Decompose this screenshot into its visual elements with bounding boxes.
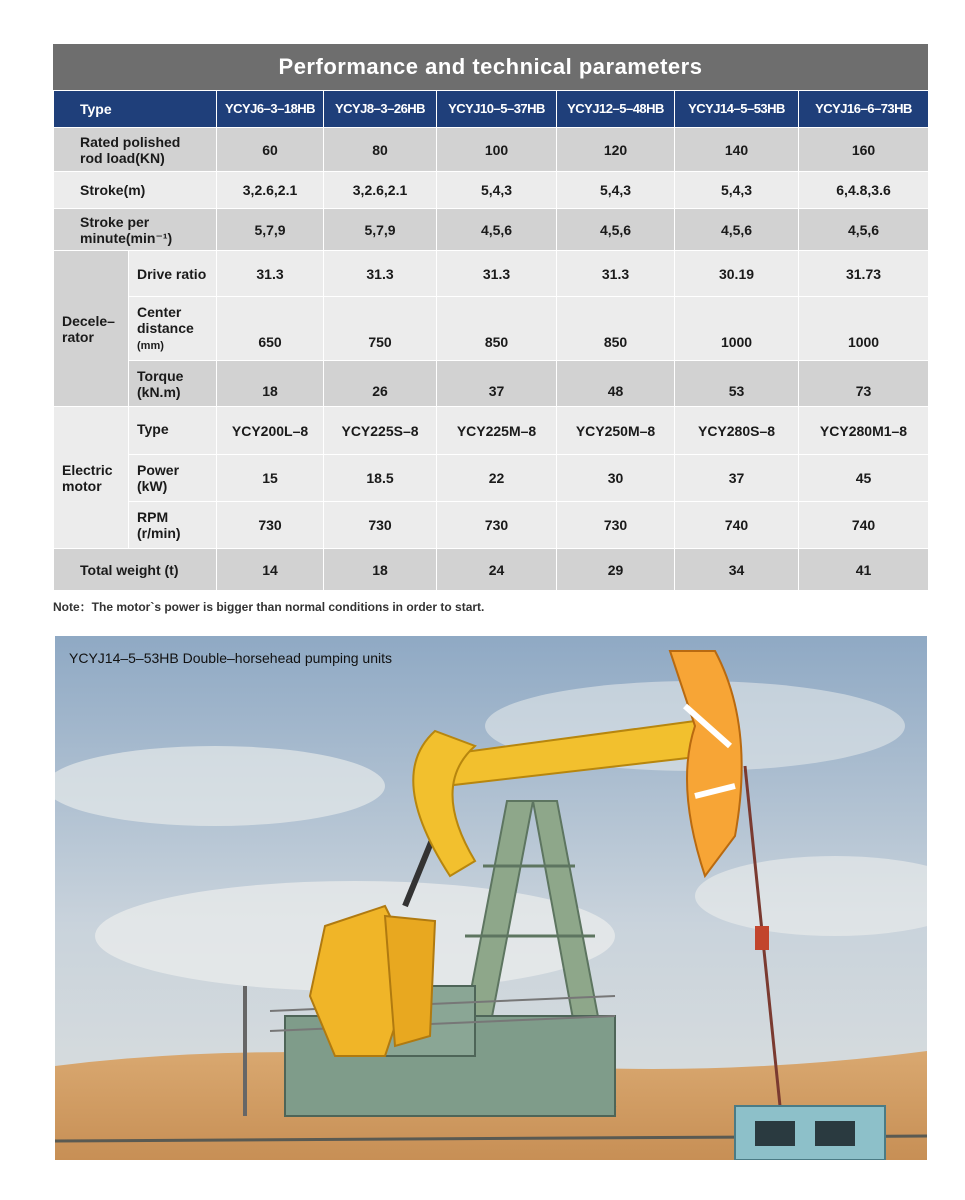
- row-motor-rpm: [54, 502, 929, 549]
- cell: 5,4,3: [557, 172, 675, 209]
- cell: 30: [557, 455, 675, 502]
- cell: 31.73: [799, 251, 929, 297]
- cell: 31.3: [217, 251, 324, 297]
- cell: 650: [217, 297, 324, 361]
- cell: 5,7,9: [217, 209, 324, 251]
- cell: 30.19: [675, 251, 799, 297]
- cell: 850: [437, 297, 557, 361]
- row-label: Drive ratio: [129, 251, 217, 297]
- cell: 60: [217, 128, 324, 172]
- header-model: YCYJ8–3–26HB: [324, 91, 437, 128]
- row-label: Power (kW): [129, 455, 217, 502]
- row-stroke: [54, 172, 929, 209]
- cell: 31.3: [437, 251, 557, 297]
- cell: YCY250M–8: [557, 407, 675, 455]
- header-model: YCYJ16–6–73HB: [799, 91, 929, 128]
- pumping-unit-photo: [55, 636, 927, 1160]
- header-row: [54, 91, 929, 128]
- row-motor-type: [54, 407, 929, 455]
- cell: 34: [675, 549, 799, 591]
- cell: 26: [324, 361, 437, 407]
- cell: 29: [557, 549, 675, 591]
- cell: 22: [437, 455, 557, 502]
- row-label: Stroke(m): [54, 172, 217, 209]
- cell: 24: [437, 549, 557, 591]
- cell: 18.5: [324, 455, 437, 502]
- cell: 740: [675, 502, 799, 549]
- cell: 750: [324, 297, 437, 361]
- cell: 730: [557, 502, 675, 549]
- row-center-distance: [54, 297, 929, 361]
- cell: 5,7,9: [324, 209, 437, 251]
- header-model: YCYJ12–5–48HB: [557, 91, 675, 128]
- cell: 850: [557, 297, 675, 361]
- cell: 1000: [675, 297, 799, 361]
- photo-caption: YCYJ14–5–53HB Double–horsehead pumping units: [69, 650, 392, 666]
- cell: 14: [217, 549, 324, 591]
- group-label-electric-motor: Electric motor: [54, 407, 129, 549]
- cell: 48: [557, 361, 675, 407]
- header-type-label: Type: [54, 91, 217, 128]
- cell: 31.3: [557, 251, 675, 297]
- cell: 4,5,6: [799, 209, 929, 251]
- cell: YCY225S–8: [324, 407, 437, 455]
- page-title: Performance and technical parameters: [53, 44, 928, 90]
- cell: 5,4,3: [675, 172, 799, 209]
- row-label: Type: [129, 407, 217, 455]
- cell: 6,4.8,3.6: [799, 172, 929, 209]
- cell: 4,5,6: [437, 209, 557, 251]
- cell: 5,4,3: [437, 172, 557, 209]
- cell: 3,2.6,2.1: [324, 172, 437, 209]
- header-model: YCYJ14–5–53HB: [675, 91, 799, 128]
- cell: 53: [675, 361, 799, 407]
- cell: 730: [217, 502, 324, 549]
- row-label: Rated polished rod load(KN): [54, 128, 217, 172]
- cell: YCY225M–8: [437, 407, 557, 455]
- cell: 18: [324, 549, 437, 591]
- cell: 1000: [799, 297, 929, 361]
- cell: 15: [217, 455, 324, 502]
- row-label: Center distance (mm): [129, 297, 217, 361]
- cell: 4,5,6: [557, 209, 675, 251]
- cell: 80: [324, 128, 437, 172]
- row-label: Torque (kN.m): [129, 361, 217, 407]
- cell: YCY200L–8: [217, 407, 324, 455]
- row-drive-ratio: [54, 251, 929, 297]
- cell: 41: [799, 549, 929, 591]
- cell: 100: [437, 128, 557, 172]
- cell: 730: [324, 502, 437, 549]
- cell: YCY280S–8: [675, 407, 799, 455]
- row-label: RPM (r/min): [129, 502, 217, 549]
- cell: 120: [557, 128, 675, 172]
- cell: 45: [799, 455, 929, 502]
- cell: 37: [437, 361, 557, 407]
- cell: 3,2.6,2.1: [217, 172, 324, 209]
- row-label: Stroke per minute(min⁻¹): [54, 209, 217, 251]
- cell: 160: [799, 128, 929, 172]
- cell: 73: [799, 361, 929, 407]
- cell: 730: [437, 502, 557, 549]
- row-label: Total weight (t): [54, 549, 217, 591]
- footnote: Note：The motor`s power is bigger than normal conditions in order to start.: [53, 600, 485, 614]
- row-torque: [54, 361, 929, 407]
- row-stroke-per-minute: [54, 209, 929, 251]
- row-motor-power: [54, 455, 929, 502]
- pumping-unit-illustration: [55, 636, 927, 1160]
- cell: 4,5,6: [675, 209, 799, 251]
- cell: 18: [217, 361, 324, 407]
- cell: 37: [675, 455, 799, 502]
- parameters-table: [53, 90, 929, 591]
- header-model: YCYJ6–3–18HB: [217, 91, 324, 128]
- row-rated-load: [54, 128, 929, 172]
- header-model: YCYJ10–5–37HB: [437, 91, 557, 128]
- cell: YCY280M1–8: [799, 407, 929, 455]
- cell: 740: [799, 502, 929, 549]
- row-total-weight: [54, 549, 929, 591]
- cell: 140: [675, 128, 799, 172]
- cell: 31.3: [324, 251, 437, 297]
- group-label-decelerator: Decele– rator: [54, 251, 129, 407]
